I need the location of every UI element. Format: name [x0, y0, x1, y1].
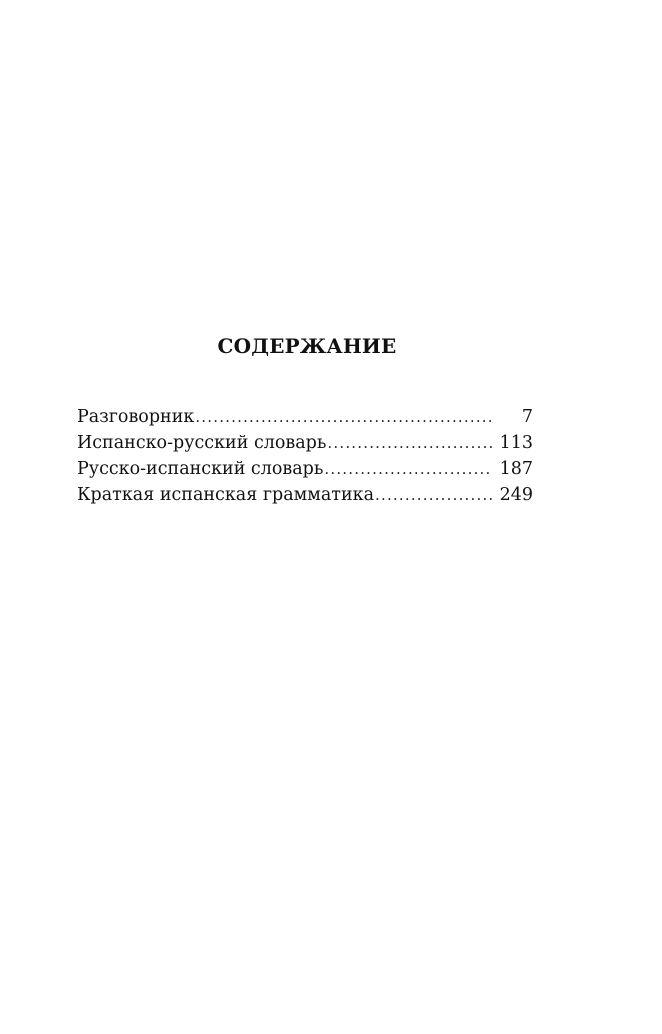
toc-dot-leader: [195, 404, 493, 430]
toc-entry-page: 249: [499, 485, 533, 505]
page-title: СОДЕРЖАНИЕ: [217, 334, 397, 358]
toc-entry: [77, 430, 533, 456]
toc-entry-page: 113: [499, 433, 533, 453]
toc-entry: [77, 482, 533, 508]
toc-dot-leader: [375, 482, 493, 508]
toc-entry-page: 7: [521, 407, 533, 427]
toc-entry-label: Испанско-русский словарь: [77, 433, 327, 453]
toc-entry-page: 187: [499, 459, 533, 479]
toc-entry: [77, 456, 533, 482]
toc-entry-label: Краткая испанская грамматика: [77, 485, 375, 505]
toc-entry: [77, 404, 533, 430]
toc-dot-leader: [324, 456, 493, 482]
table-of-contents: [77, 404, 533, 508]
toc-entry-label: Разговорник: [77, 407, 195, 427]
toc-dot-leader: [327, 430, 493, 456]
toc-entry-label: Русско-испанский словарь: [77, 459, 324, 479]
